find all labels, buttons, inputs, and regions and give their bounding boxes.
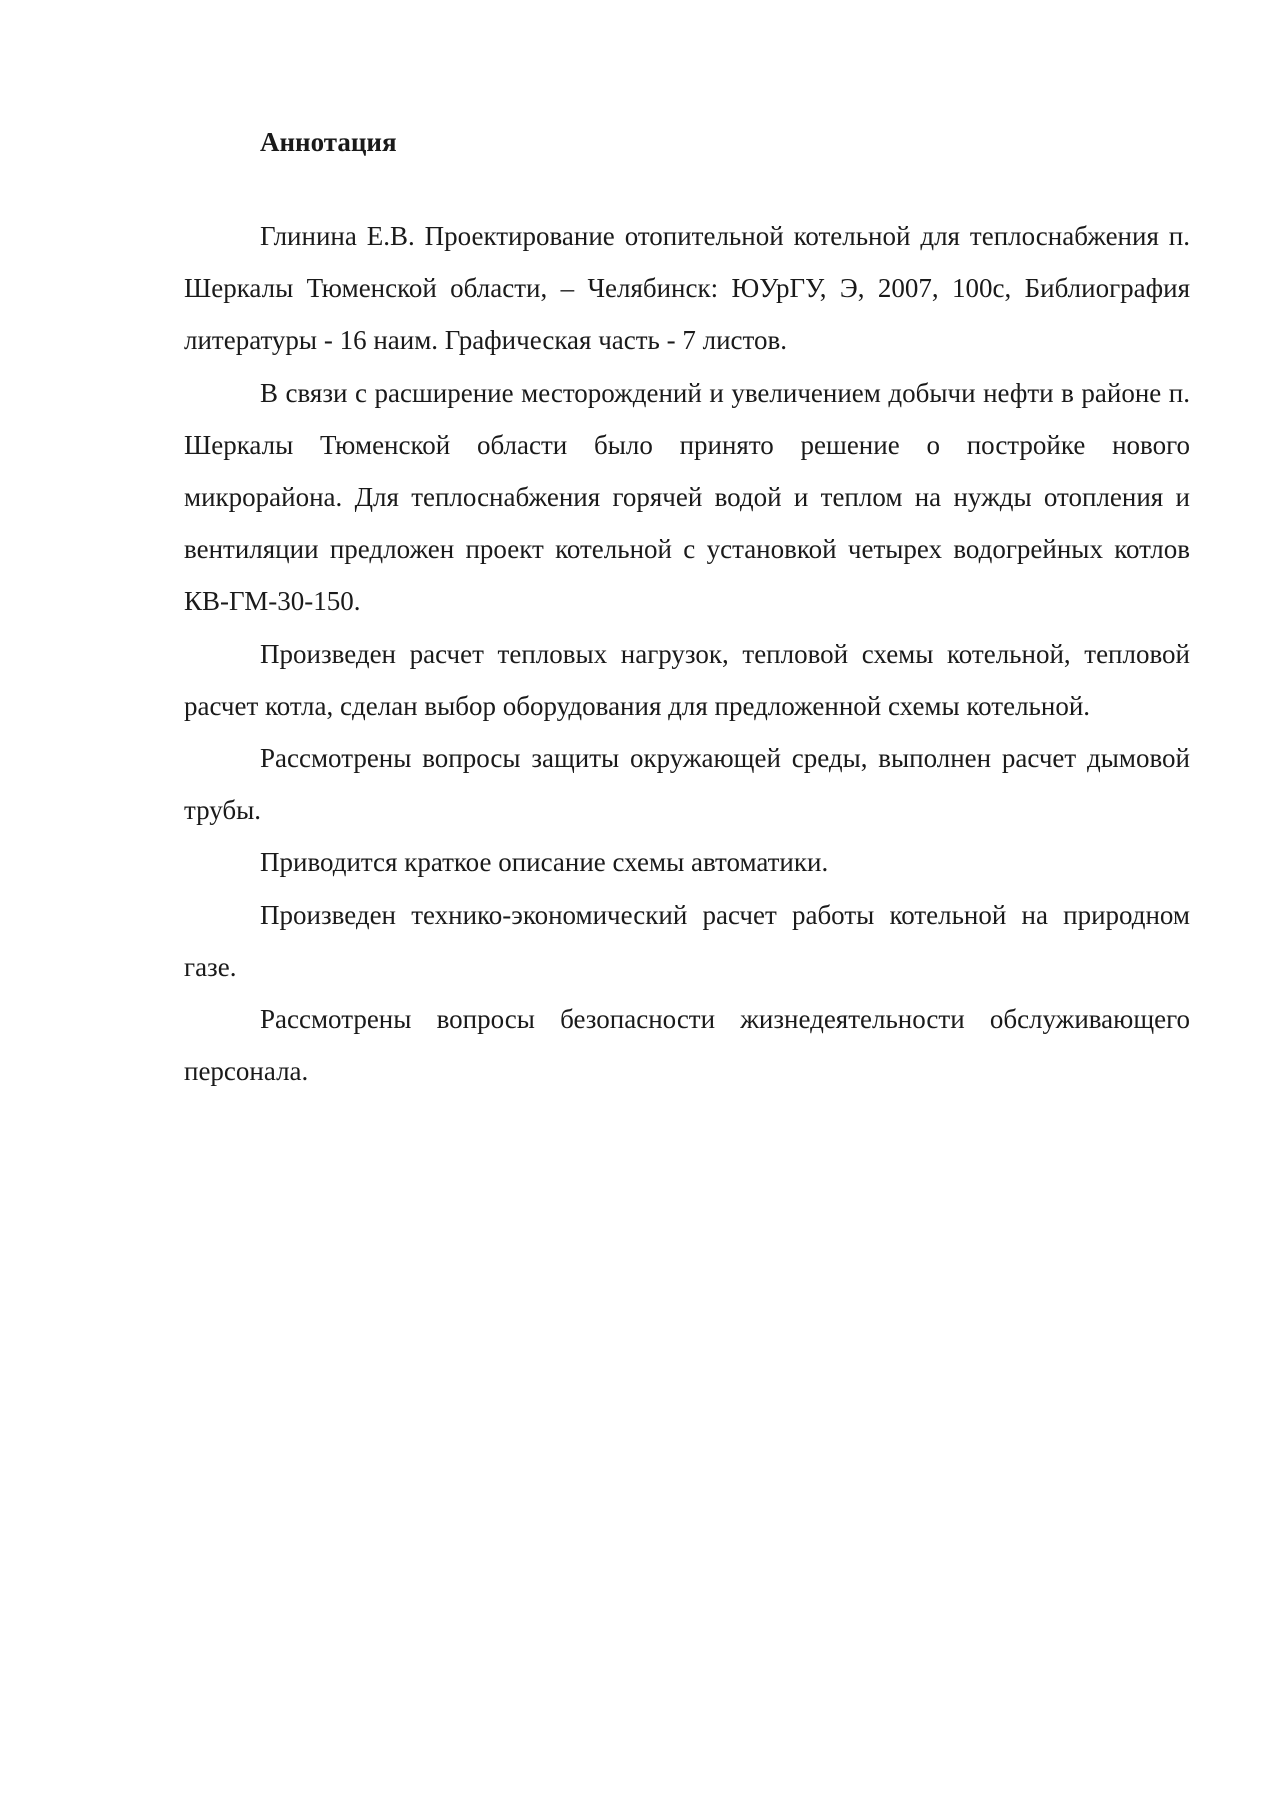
- paragraph-project-background: В связи с расширение месторождений и увеличением добычи нефти в районе п. Шеркалы Тюменской области было принято решение о постройке нового микрорайона. Для теплоснабжения горячей водой и теплом на нужды отопления и вентиляции предложен проект котельной с установкой четырех водогрейных котлов КВ-ГМ-30-150.: [184, 377, 1190, 617]
- document-title: Аннотация: [260, 127, 397, 157]
- paragraph-safety: Рассмотрены вопросы безопасности жизнедеятельности обслуживающего персонала.: [184, 1004, 1190, 1087]
- document-body: [184, 122, 1190, 1097]
- paragraph-automation: Приводится краткое описание схемы автоматики.: [260, 847, 829, 878]
- paragraph-economics: Произведен технико-экономический расчет работы котельной на природном газе.: [184, 899, 1190, 982]
- paragraph-calculations: Произведен расчет тепловых нагрузок, тепловой схемы котельной, тепловой расчет котла, сделан выбор оборудования для предложенной схемы котельной.: [184, 638, 1190, 721]
- paragraph-bibliographic-reference: Глинина Е.В. Проектирование отопительной котельной для теплоснабжения п. Шеркалы Тюменской области, – Челябинск: ЮУрГУ, Э, 2007, 100с, Библиография литературы ‑ 16 наим. Графическая часть ‑ 7 листов.: [184, 221, 1190, 356]
- paragraph-environment: Рассмотрены вопросы защиты окружающей среды, выполнен расчет дымовой трубы.: [184, 743, 1190, 826]
